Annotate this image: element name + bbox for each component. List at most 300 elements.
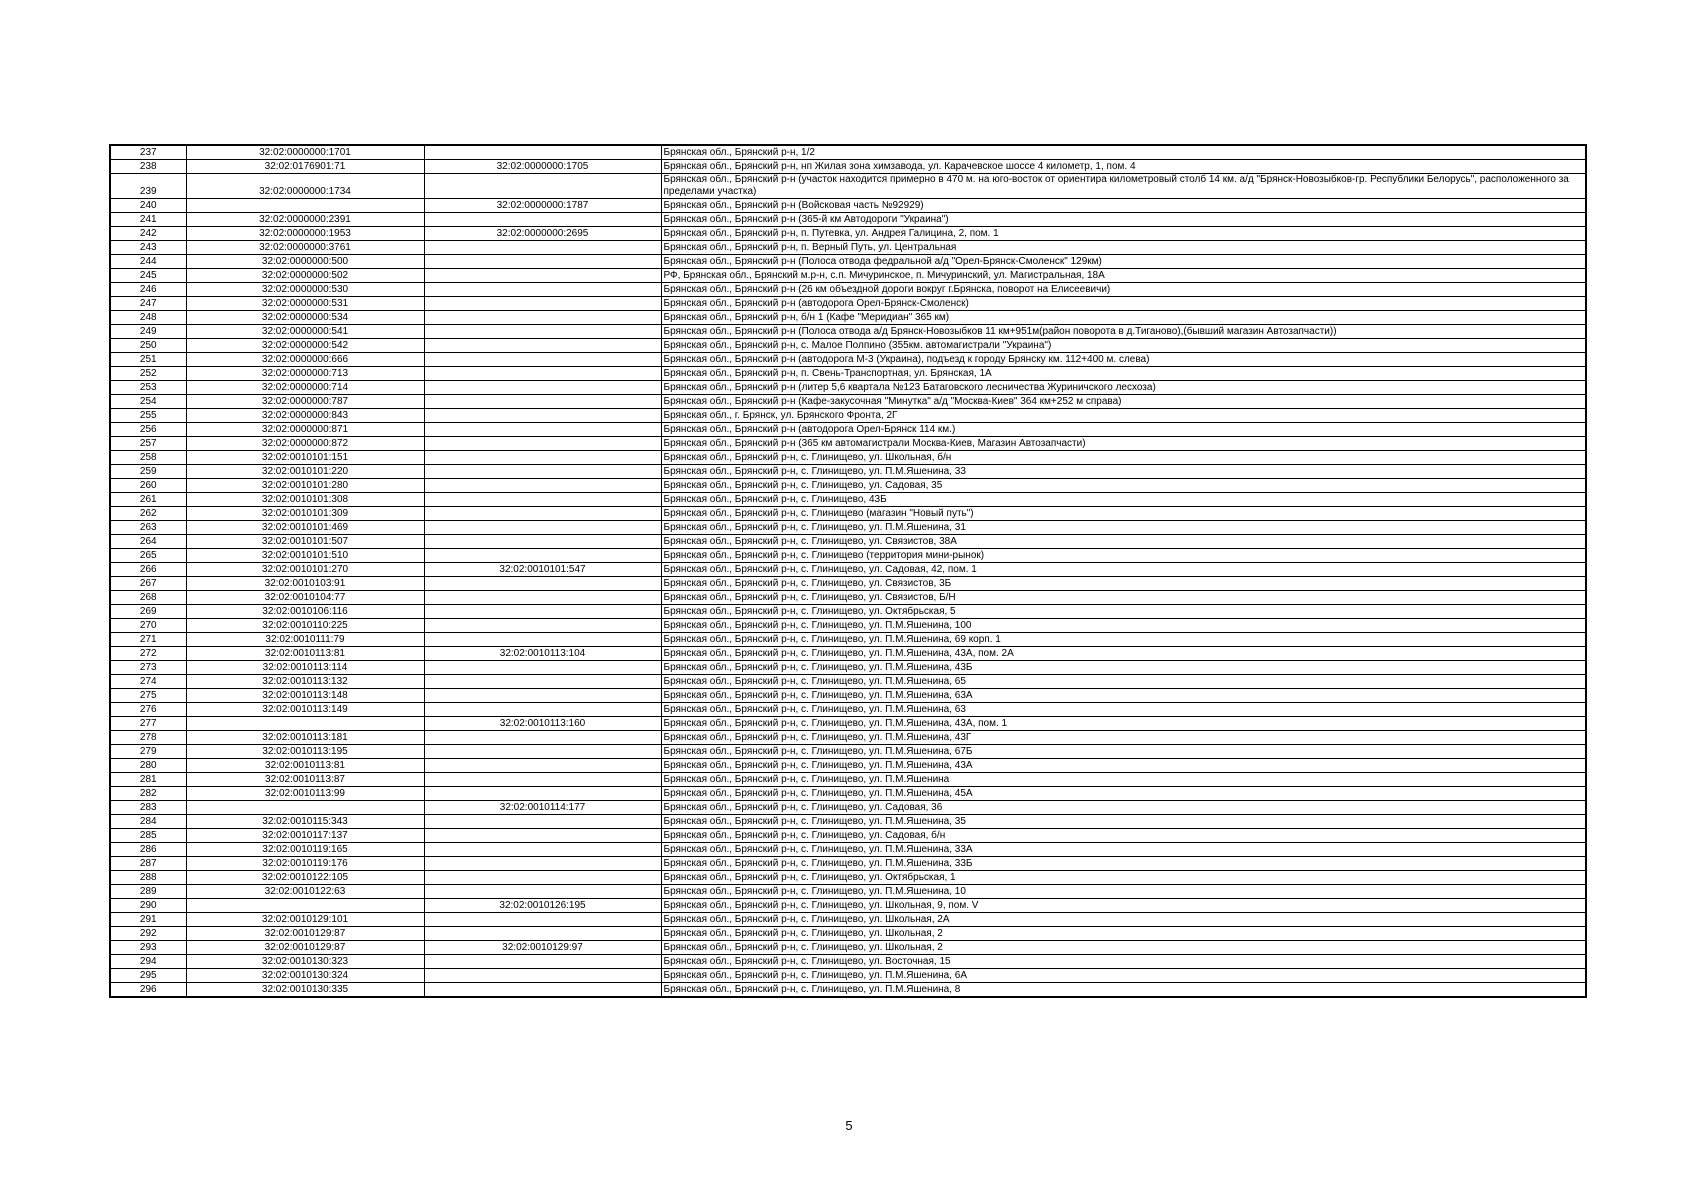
address-cell: Брянская обл., Брянский р-н, с. Глинищево, ул. П.М.Яшенина, 63А xyxy=(661,689,1586,703)
cadastral-number-cell: 32:02:0010101:270 xyxy=(186,563,424,577)
table-row xyxy=(110,437,1586,451)
table-row xyxy=(110,549,1586,563)
related-number-cell xyxy=(424,283,661,297)
related-number-cell xyxy=(424,213,661,227)
row-number-cell: 285 xyxy=(110,829,186,843)
address-cell: Брянская обл., Брянский р-н, п. Путевка, ул. Андрея Галицина, 2, пом. 1 xyxy=(661,227,1586,241)
cadastral-number-cell: 32:02:0010113:81 xyxy=(186,759,424,773)
cadastral-number-cell: 32:02:0000000:871 xyxy=(186,423,424,437)
table-row xyxy=(110,661,1586,675)
address-cell: Брянская обл., Брянский р-н, 1/2 xyxy=(661,145,1586,160)
address-cell: Брянская обл., Брянский р-н, с. Глинищево, ул. П.М.Яшенина, 63 xyxy=(661,703,1586,717)
table-row xyxy=(110,801,1586,815)
row-number-cell: 247 xyxy=(110,297,186,311)
related-number-cell xyxy=(424,661,661,675)
address-cell: Брянская обл., Брянский р-н, с. Глинищево, ул. Связистов, Б/Н xyxy=(661,591,1586,605)
related-number-cell xyxy=(424,297,661,311)
table-row xyxy=(110,311,1586,325)
address-cell: Брянская обл., Брянский р-н, с. Глинищево, ул. П.М.Яшенина, 35 xyxy=(661,815,1586,829)
related-number-cell xyxy=(424,829,661,843)
row-number-cell: 237 xyxy=(110,145,186,160)
address-cell: Брянская обл., Брянский р-н, с. Глинищево, ул. Восточная, 15 xyxy=(661,955,1586,969)
table-row xyxy=(110,941,1586,955)
address-cell: Брянская обл., Брянский р-н (автодорога М-3 (Украина), подъезд к городу Брянску км. 112+400 м. слева) xyxy=(661,353,1586,367)
cadastral-number-cell: 32:02:0000000:713 xyxy=(186,367,424,381)
cadastral-number-cell: 32:02:0010101:469 xyxy=(186,521,424,535)
address-cell: Брянская обл., Брянский р-н (Кафе-закусочная "Минутка" а/д "Москва-Киев" 364 км+252 м справа) xyxy=(661,395,1586,409)
cadastral-number-cell: 32:02:0000000:2391 xyxy=(186,213,424,227)
address-cell: Брянская обл., Брянский р-н, с. Глинищево, ул. П.М.Яшенина, 45А xyxy=(661,787,1586,801)
table-row xyxy=(110,899,1586,913)
row-number-cell: 262 xyxy=(110,507,186,521)
address-cell: Брянская обл., Брянский р-н, с. Глинищево, ул. П.М.Яшенина, 67Б xyxy=(661,745,1586,759)
table-row xyxy=(110,647,1586,661)
related-number-cell xyxy=(424,745,661,759)
table-row xyxy=(110,451,1586,465)
cadastral-number-cell: 32:02:0010113:132 xyxy=(186,675,424,689)
table-row xyxy=(110,493,1586,507)
related-number-cell xyxy=(424,913,661,927)
table-row xyxy=(110,145,1586,160)
related-number-cell xyxy=(424,591,661,605)
cadastral-number-cell: 32:02:0010104:77 xyxy=(186,591,424,605)
table-row xyxy=(110,339,1586,353)
related-number-cell xyxy=(424,871,661,885)
address-cell: Брянская обл., Брянский р-н, с. Глинищево, ул. Садовая, 42, пом. 1 xyxy=(661,563,1586,577)
row-number-cell: 255 xyxy=(110,409,186,423)
address-cell: Брянская обл., Брянский р-н, с. Малое Полпино (355км. автомагистрали "Украина") xyxy=(661,339,1586,353)
row-number-cell: 260 xyxy=(110,479,186,493)
related-number-cell xyxy=(424,521,661,535)
row-number-cell: 245 xyxy=(110,269,186,283)
row-number-cell: 277 xyxy=(110,717,186,731)
table-row xyxy=(110,955,1586,969)
row-number-cell: 296 xyxy=(110,983,186,998)
row-number-cell: 272 xyxy=(110,647,186,661)
cadastral-number-cell: 32:02:0010111:79 xyxy=(186,633,424,647)
row-number-cell: 264 xyxy=(110,535,186,549)
related-number-cell xyxy=(424,535,661,549)
cadastral-number-cell: 32:02:0010122:105 xyxy=(186,871,424,885)
related-number-cell xyxy=(424,815,661,829)
table-body xyxy=(110,145,1586,997)
row-number-cell: 254 xyxy=(110,395,186,409)
table-row xyxy=(110,199,1586,213)
address-cell: Брянская обл., Брянский р-н (Полоса отвода федральной а/д "Орел-Брянск-Смоленск" 129км) xyxy=(661,255,1586,269)
table-row xyxy=(110,465,1586,479)
address-cell: Брянская обл., Брянский р-н, с. Глинищево, ул. П.М.Яшенина, 69 корп. 1 xyxy=(661,633,1586,647)
cadastral-number-cell: 32:02:0010101:309 xyxy=(186,507,424,521)
row-number-cell: 270 xyxy=(110,619,186,633)
row-number-cell: 259 xyxy=(110,465,186,479)
address-cell: Брянская обл., Брянский р-н, с. Глинищево, ул. П.М.Яшенина, 43Б xyxy=(661,661,1586,675)
cadastral-number-cell: 32:02:0010101:220 xyxy=(186,465,424,479)
address-cell: Брянская обл., Брянский р-н, б/н 1 (Кафе "Меридиан" 365 км) xyxy=(661,311,1586,325)
row-number-cell: 258 xyxy=(110,451,186,465)
related-number-cell: 32:02:0010114:177 xyxy=(424,801,661,815)
table-row xyxy=(110,773,1586,787)
cadastral-number-cell: 32:02:0000000:714 xyxy=(186,381,424,395)
cadastral-number-cell: 32:02:0010113:99 xyxy=(186,787,424,801)
cadastral-number-cell: 32:02:0000000:872 xyxy=(186,437,424,451)
cadastral-number-cell: 32:02:0000000:843 xyxy=(186,409,424,423)
cadastral-number-cell: 32:02:0010101:507 xyxy=(186,535,424,549)
address-cell: Брянская обл., Брянский р-н, с. Глинищево, ул. П.М.Яшенина, 43А xyxy=(661,759,1586,773)
table-row xyxy=(110,395,1586,409)
cadastral-number-cell: 32:02:0000000:1734 xyxy=(186,174,424,199)
address-cell: Брянская обл., Брянский р-н, с. Глинищево, ул. П.М.Яшенина, 10 xyxy=(661,885,1586,899)
table-row xyxy=(110,759,1586,773)
cadastral-number-cell: 32:02:0000000:502 xyxy=(186,269,424,283)
row-number-cell: 287 xyxy=(110,857,186,871)
row-number-cell: 263 xyxy=(110,521,186,535)
table-row xyxy=(110,675,1586,689)
row-number-cell: 295 xyxy=(110,969,186,983)
address-cell: Брянская обл., Брянский р-н (литер 5,6 квартала №123 Батаговского лесничества Журиничского лесхоза) xyxy=(661,381,1586,395)
table-row xyxy=(110,577,1586,591)
related-number-cell xyxy=(424,577,661,591)
address-cell: Брянская обл., Брянский р-н, с. Глинищево, ул. П.М.Яшенина, 100 xyxy=(661,619,1586,633)
row-number-cell: 243 xyxy=(110,241,186,255)
cadastral-number-cell: 32:02:0000000:500 xyxy=(186,255,424,269)
related-number-cell xyxy=(424,269,661,283)
related-number-cell xyxy=(424,423,661,437)
address-cell: Брянская обл., Брянский р-н, с. Глинищево, ул. П.М.Яшенина, 33А xyxy=(661,843,1586,857)
address-cell: Брянская обл., Брянский р-н, с. Глинищево, ул. Садовая, 36 xyxy=(661,801,1586,815)
address-cell: Брянская обл., Брянский р-н, с. Глинищево (территория мини-рынок) xyxy=(661,549,1586,563)
cadastral-number-cell: 32:02:0010119:165 xyxy=(186,843,424,857)
table-row xyxy=(110,689,1586,703)
table-row xyxy=(110,815,1586,829)
row-number-cell: 275 xyxy=(110,689,186,703)
related-number-cell xyxy=(424,927,661,941)
cadastral-number-cell: 32:02:0010129:87 xyxy=(186,927,424,941)
table-row xyxy=(110,703,1586,717)
row-number-cell: 239 xyxy=(110,174,186,199)
cadastral-number-cell: 32:02:0000000:542 xyxy=(186,339,424,353)
address-cell: Брянская обл., Брянский р-н, с. Глинищево, 43Б xyxy=(661,493,1586,507)
related-number-cell xyxy=(424,493,661,507)
address-cell: Брянская обл., Брянский р-н, с. Глинищево, ул. Школьная, 2 xyxy=(661,927,1586,941)
row-number-cell: 241 xyxy=(110,213,186,227)
related-number-cell xyxy=(424,731,661,745)
row-number-cell: 248 xyxy=(110,311,186,325)
related-number-cell: 32:02:0000000:2695 xyxy=(424,227,661,241)
related-number-cell xyxy=(424,507,661,521)
related-number-cell: 32:02:0010129:97 xyxy=(424,941,661,955)
table-row xyxy=(110,535,1586,549)
row-number-cell: 250 xyxy=(110,339,186,353)
row-number-cell: 266 xyxy=(110,563,186,577)
related-number-cell: 32:02:0000000:1705 xyxy=(424,160,661,174)
address-cell: Брянская обл., Брянский р-н, нп Жилая зона химзавода, ул. Карачевское шоссе 4 километр, 1, пом. 4 xyxy=(661,160,1586,174)
table-row xyxy=(110,913,1586,927)
address-cell: РФ, Брянская обл., Брянский м.р-н, с.п. Мичуринское, п. Мичуринский, ул. Магистральная, 18А xyxy=(661,269,1586,283)
table-row xyxy=(110,885,1586,899)
table-row xyxy=(110,283,1586,297)
related-number-cell xyxy=(424,633,661,647)
table-row xyxy=(110,367,1586,381)
address-cell: Брянская обл., Брянский р-н, с. Глинищево, ул. П.М.Яшенина, 33Б xyxy=(661,857,1586,871)
cadastral-number-cell: 32:02:0010130:323 xyxy=(186,955,424,969)
table-row xyxy=(110,605,1586,619)
cadastral-number-cell: 32:02:0010101:308 xyxy=(186,493,424,507)
address-cell: Брянская обл., г. Брянск, ул. Брянского Фронта, 2Г xyxy=(661,409,1586,423)
related-number-cell: 32:02:0000000:1787 xyxy=(424,199,661,213)
address-cell: Брянская обл., Брянский р-н, с. Глинищево, ул. Октябрьская, 1 xyxy=(661,871,1586,885)
address-cell: Брянская обл., Брянский р-н (26 км объездной дороги вокруг г.Брянска, поворот на Елисеевичи) xyxy=(661,283,1586,297)
address-cell: Брянская обл., Брянский р-н, с. Глинищево, ул. П.М.Яшенина, 65 xyxy=(661,675,1586,689)
related-number-cell xyxy=(424,787,661,801)
row-number-cell: 242 xyxy=(110,227,186,241)
address-cell: Брянская обл., Брянский р-н, с. Глинищево, ул. Связистов, 3Б xyxy=(661,577,1586,591)
cadastral-number-cell: 32:02:0000000:534 xyxy=(186,311,424,325)
table-row xyxy=(110,829,1586,843)
table-row xyxy=(110,745,1586,759)
cadastral-number-cell xyxy=(186,717,424,731)
cadastral-number-cell: 32:02:0010106:116 xyxy=(186,605,424,619)
table-row xyxy=(110,160,1586,174)
cadastral-number-cell: 32:02:0010113:195 xyxy=(186,745,424,759)
address-cell: Брянская обл., Брянский р-н (365 км автомагистрали Москва-Киев, Магазин Автозапчасти) xyxy=(661,437,1586,451)
row-number-cell: 288 xyxy=(110,871,186,885)
table-row xyxy=(110,297,1586,311)
cadastral-number-cell: 32:02:0176901:71 xyxy=(186,160,424,174)
address-cell: Брянская обл., Брянский р-н, с. Глинищево, ул. Октябрьская, 5 xyxy=(661,605,1586,619)
row-number-cell: 269 xyxy=(110,605,186,619)
address-cell: Брянская обл., Брянский р-н, с. Глинищево, ул. П.М.Яшенина xyxy=(661,773,1586,787)
table-row xyxy=(110,227,1586,241)
address-cell: Брянская обл., Брянский р-н, с. Глинищево, ул. Школьная, б/н xyxy=(661,451,1586,465)
cadastral-number-cell: 32:02:0000000:531 xyxy=(186,297,424,311)
row-number-cell: 238 xyxy=(110,160,186,174)
cadastral-number-cell: 32:02:0010122:63 xyxy=(186,885,424,899)
row-number-cell: 246 xyxy=(110,283,186,297)
row-number-cell: 249 xyxy=(110,325,186,339)
row-number-cell: 278 xyxy=(110,731,186,745)
related-number-cell: 32:02:0010126:195 xyxy=(424,899,661,913)
row-number-cell: 244 xyxy=(110,255,186,269)
table-row xyxy=(110,857,1586,871)
cadastral-number-cell: 32:02:0010103:91 xyxy=(186,577,424,591)
cadastral-number-cell: 32:02:0010101:510 xyxy=(186,549,424,563)
row-number-cell: 292 xyxy=(110,927,186,941)
related-number-cell xyxy=(424,381,661,395)
table-row xyxy=(110,174,1586,199)
row-number-cell: 261 xyxy=(110,493,186,507)
related-number-cell xyxy=(424,885,661,899)
address-cell: Брянская обл., Брянский р-н (365-й км Автодороги "Украина") xyxy=(661,213,1586,227)
cadastral-number-cell: 32:02:0000000:1953 xyxy=(186,227,424,241)
related-number-cell: 32:02:0010113:160 xyxy=(424,717,661,731)
related-number-cell xyxy=(424,145,661,160)
address-cell: Брянская обл., Брянский р-н, с. Глинищево, ул. Садовая, б/н xyxy=(661,829,1586,843)
address-cell: Брянская обл., Брянский р-н, с. Глинищево, ул. Школьная, 2А xyxy=(661,913,1586,927)
cadastral-number-cell: 32:02:0000000:1701 xyxy=(186,145,424,160)
cadastral-number-cell: 32:02:0010113:149 xyxy=(186,703,424,717)
address-cell: Брянская обл., Брянский р-н, с. Глинищево, ул. П.М.Яшенина, 6А xyxy=(661,969,1586,983)
address-cell: Брянская обл., Брянский р-н (автодорога Орел-Брянск 114 км.) xyxy=(661,423,1586,437)
related-number-cell xyxy=(424,437,661,451)
table-row xyxy=(110,619,1586,633)
address-cell: Брянская обл., Брянский р-н, с. Глинищево, ул. П.М.Яшенина, 31 xyxy=(661,521,1586,535)
cadastral-number-cell: 32:02:0010101:151 xyxy=(186,451,424,465)
cadastral-number-cell: 32:02:0010129:87 xyxy=(186,941,424,955)
table-row xyxy=(110,325,1586,339)
row-number-cell: 256 xyxy=(110,423,186,437)
related-number-cell xyxy=(424,605,661,619)
related-number-cell xyxy=(424,479,661,493)
address-cell: Брянская обл., Брянский р-н (участок находится примерно в 470 м. на юго-восток от ориентира километровый столб 14 км. а/д "Брянск-Новозыбков-гр. Республики Белорусь", расположенного за пределами участка) xyxy=(661,174,1586,199)
cadastral-number-cell: 32:02:0000000:3761 xyxy=(186,241,424,255)
row-number-cell: 279 xyxy=(110,745,186,759)
cadastral-table xyxy=(109,144,1587,998)
related-number-cell xyxy=(424,759,661,773)
table-row xyxy=(110,731,1586,745)
table-row xyxy=(110,591,1586,605)
cadastral-number-cell xyxy=(186,199,424,213)
row-number-cell: 282 xyxy=(110,787,186,801)
table-row xyxy=(110,255,1586,269)
cadastral-number-cell: 32:02:0000000:666 xyxy=(186,353,424,367)
related-number-cell xyxy=(424,843,661,857)
row-number-cell: 286 xyxy=(110,843,186,857)
address-cell: Брянская обл., Брянский р-н, с. Глинищево, ул. Школьная, 2 xyxy=(661,941,1586,955)
row-number-cell: 276 xyxy=(110,703,186,717)
cadastral-number-cell xyxy=(186,899,424,913)
cadastral-number-cell: 32:02:0010119:176 xyxy=(186,857,424,871)
cadastral-number-cell: 32:02:0000000:541 xyxy=(186,325,424,339)
cadastral-number-cell: 32:02:0010113:181 xyxy=(186,731,424,745)
row-number-cell: 251 xyxy=(110,353,186,367)
related-number-cell xyxy=(424,983,661,998)
related-number-cell xyxy=(424,325,661,339)
address-cell: Брянская обл., Брянский р-н, с. Глинищево, ул. П.М.Яшенина, 33 xyxy=(661,465,1586,479)
row-number-cell: 267 xyxy=(110,577,186,591)
related-number-cell xyxy=(424,395,661,409)
related-number-cell: 32:02:0010113:104 xyxy=(424,647,661,661)
address-cell: Брянская обл., Брянский р-н, с. Глинищево, ул. П.М.Яшенина, 43Г xyxy=(661,731,1586,745)
related-number-cell xyxy=(424,451,661,465)
table-row xyxy=(110,563,1586,577)
related-number-cell xyxy=(424,619,661,633)
related-number-cell xyxy=(424,675,661,689)
cadastral-number-cell: 32:02:0000000:787 xyxy=(186,395,424,409)
row-number-cell: 283 xyxy=(110,801,186,815)
address-cell: Брянская обл., Брянский р-н, с. Глинищево, ул. П.М.Яшенина, 8 xyxy=(661,983,1586,998)
cadastral-number-cell: 32:02:0010113:87 xyxy=(186,773,424,787)
table-row xyxy=(110,423,1586,437)
table-row xyxy=(110,927,1586,941)
row-number-cell: 257 xyxy=(110,437,186,451)
row-number-cell: 252 xyxy=(110,367,186,381)
row-number-cell: 280 xyxy=(110,759,186,773)
related-number-cell xyxy=(424,857,661,871)
table-row xyxy=(110,983,1586,998)
table-row xyxy=(110,871,1586,885)
table-row xyxy=(110,353,1586,367)
row-number-cell: 268 xyxy=(110,591,186,605)
cadastral-number-cell: 32:02:0000000:530 xyxy=(186,283,424,297)
address-cell: Брянская обл., Брянский р-н (Войсковая часть №92929) xyxy=(661,199,1586,213)
cadastral-number-cell: 32:02:0010130:324 xyxy=(186,969,424,983)
cadastral-number-cell: 32:02:0010110:225 xyxy=(186,619,424,633)
related-number-cell xyxy=(424,465,661,479)
related-number-cell xyxy=(424,689,661,703)
row-number-cell: 273 xyxy=(110,661,186,675)
table-row xyxy=(110,969,1586,983)
table-row xyxy=(110,241,1586,255)
related-number-cell xyxy=(424,367,661,381)
address-cell: Брянская обл., Брянский р-н, с. Глинищево, ул. Школьная, 9, пом. V xyxy=(661,899,1586,913)
related-number-cell xyxy=(424,255,661,269)
address-cell: Брянская обл., Брянский р-н (Полоса отвода а/д Брянск-Новозыбков 11 км+951м(район поворота в д.Тиганово),(бывший магазин Автозапчасти)) xyxy=(661,325,1586,339)
address-cell: Брянская обл., Брянский р-н, п. Верный Путь, ул. Центральная xyxy=(661,241,1586,255)
table-row xyxy=(110,479,1586,493)
table-row xyxy=(110,381,1586,395)
related-number-cell xyxy=(424,311,661,325)
cadastral-number-cell: 32:02:0010129:101 xyxy=(186,913,424,927)
related-number-cell xyxy=(424,409,661,423)
row-number-cell: 274 xyxy=(110,675,186,689)
address-cell: Брянская обл., Брянский р-н, с. Глинищево, ул. Связистов, 38А xyxy=(661,535,1586,549)
related-number-cell xyxy=(424,549,661,563)
address-cell: Брянская обл., Брянский р-н, с. Глинищево, ул. Садовая, 35 xyxy=(661,479,1586,493)
table-row xyxy=(110,213,1586,227)
row-number-cell: 293 xyxy=(110,941,186,955)
row-number-cell: 240 xyxy=(110,199,186,213)
related-number-cell xyxy=(424,241,661,255)
row-number-cell: 289 xyxy=(110,885,186,899)
address-cell: Брянская обл., Брянский р-н, с. Глинищево, ул. П.М.Яшенина, 43А, пом. 2А xyxy=(661,647,1586,661)
row-number-cell: 281 xyxy=(110,773,186,787)
table-row xyxy=(110,633,1586,647)
table-row xyxy=(110,521,1586,535)
related-number-cell xyxy=(424,969,661,983)
related-number-cell xyxy=(424,773,661,787)
address-cell: Брянская обл., Брянский р-н, с. Глинищево (магазин "Новый путь") xyxy=(661,507,1586,521)
related-number-cell xyxy=(424,955,661,969)
row-number-cell: 271 xyxy=(110,633,186,647)
cadastral-number-cell: 32:02:0010113:81 xyxy=(186,647,424,661)
address-cell: Брянская обл., Брянский р-н, п. Свень-Транспортная, ул. Брянская, 1А xyxy=(661,367,1586,381)
cadastral-number-cell xyxy=(186,801,424,815)
related-number-cell xyxy=(424,174,661,199)
row-number-cell: 294 xyxy=(110,955,186,969)
row-number-cell: 290 xyxy=(110,899,186,913)
table-row xyxy=(110,269,1586,283)
row-number-cell: 265 xyxy=(110,549,186,563)
related-number-cell xyxy=(424,703,661,717)
address-cell: Брянская обл., Брянский р-н (автодорога Орел-Брянск-Смоленск) xyxy=(661,297,1586,311)
table-row xyxy=(110,787,1586,801)
page-number: 5 xyxy=(845,1118,853,1133)
related-number-cell xyxy=(424,339,661,353)
cadastral-number-cell: 32:02:0010130:335 xyxy=(186,983,424,998)
document-sheet xyxy=(109,144,1585,998)
cadastral-number-cell: 32:02:0010117:137 xyxy=(186,829,424,843)
table-row xyxy=(110,409,1586,423)
table-row xyxy=(110,507,1586,521)
cadastral-number-cell: 32:02:0010113:114 xyxy=(186,661,424,675)
cadastral-number-cell: 32:02:0010115:343 xyxy=(186,815,424,829)
row-number-cell: 284 xyxy=(110,815,186,829)
related-number-cell xyxy=(424,353,661,367)
table-row xyxy=(110,717,1586,731)
row-number-cell: 253 xyxy=(110,381,186,395)
table-row xyxy=(110,843,1586,857)
address-cell: Брянская обл., Брянский р-н, с. Глинищево, ул. П.М.Яшенина, 43А, пом. 1 xyxy=(661,717,1586,731)
